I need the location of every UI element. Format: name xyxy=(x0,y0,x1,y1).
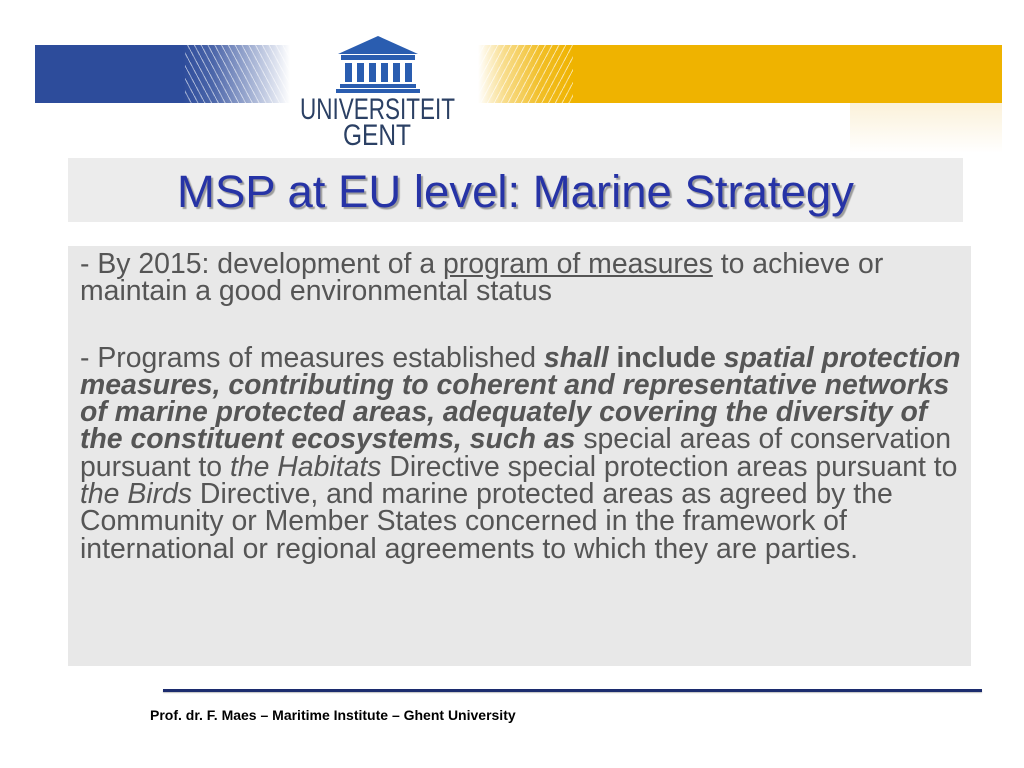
paragraph-1-rest: to achieve or maintain a good environmental status xyxy=(80,248,884,308)
paragraph-1 xyxy=(80,248,970,308)
paragraph-2-intro: - Programs of measures established xyxy=(80,341,544,374)
slide-title: MSP at EU level: Marine Strategy xyxy=(177,166,854,217)
university-building-icon xyxy=(333,34,423,94)
header-banner-blue-texture xyxy=(185,45,290,103)
emphasis-shall: shall xyxy=(543,341,609,374)
logo-line-2: GENT xyxy=(343,119,411,152)
paragraph-2-conservation: special areas of conservation pursuant to xyxy=(80,423,952,483)
footer-credit: Prof. dr. F. Maes – Maritime Institute – Ghent University xyxy=(150,707,516,723)
paragraph-2-rest: Directive, and marine protected areas as agreed by the Community or Member States concerned in the framework of international or regional agreements to which they are parties. xyxy=(80,478,893,565)
logo-line-1: UNIVERSITEIT xyxy=(300,93,455,126)
habitats-directive-name: the Habitats xyxy=(229,450,382,483)
content-box xyxy=(68,246,971,666)
paragraph-2 xyxy=(80,341,970,565)
paragraph-1-intro: - By 2015: development of a xyxy=(80,248,443,280)
emphasis-spatial-protection: spatial protection measures, contributing to coherent and representative networks of marine protected areas, adequately covering the diversity of the constituent ecosystems, such as xyxy=(80,341,961,456)
paragraph-2-protection-areas: Directive special protection areas pursuant to xyxy=(381,450,958,483)
header-banner-gold-fade xyxy=(850,103,1002,153)
emphasis-include: include xyxy=(608,341,716,374)
underlined-phrase: program of measures xyxy=(443,248,713,280)
title-box xyxy=(68,158,963,222)
content-text xyxy=(80,248,970,602)
university-logo-wordmark xyxy=(295,90,460,150)
header-banner-gold-texture xyxy=(478,45,573,103)
footer-divider xyxy=(163,689,982,692)
birds-directive-name: the Birds xyxy=(80,478,193,511)
